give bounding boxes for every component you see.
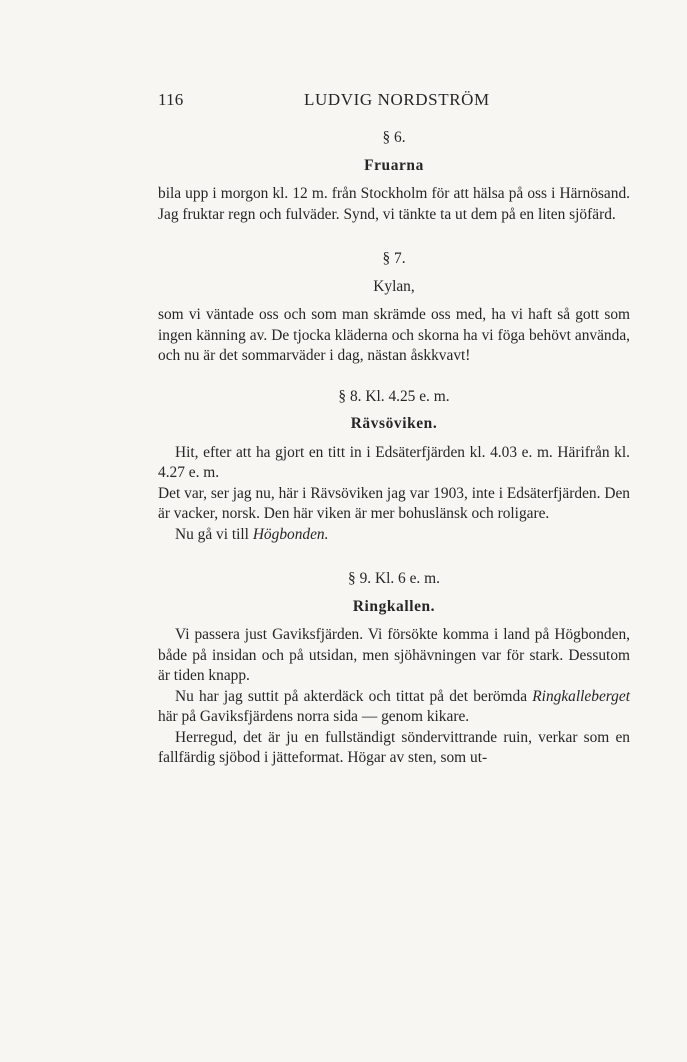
text-run: Nu gå vi till [175, 525, 253, 543]
paragraph: Det var, ser jag nu, här i Rävsöviken jag var 1903, inte i Edsäterfjärden. Den är vacker, norsk. Den här viken är mer bohuslänsk och roligare. [158, 484, 630, 522]
section-mark: § 7. [382, 250, 406, 267]
section-6 [158, 128, 630, 225]
paragraph: Hit, efter att ha gjort en titt in i Edsäterfjärden kl. 4.03 e. m. Härifrån kl. 4.27 e. m. [158, 443, 630, 481]
italic-title: Högbonden. [252, 525, 329, 543]
paragraph: som vi väntade oss och som man skrämde oss med, ha vi haft så gott som ingen känning av. De tjocka kläderna och skorna ha vi föga behövt använda, och nu är det sommarväder i dag, nästan åskkvavt! [158, 306, 630, 364]
section-mark: § 9. Kl. 6 e. m. [348, 570, 440, 587]
running-title: LUDVIG NORDSTRÖM [304, 90, 490, 109]
section-heading: Kylan, [373, 277, 415, 295]
paragraph: Vi passera just Gaviksfjärden. Vi försökte komma i land på Högbonden, både på insidan och på utsidan, men sjöhävningen var för stark. Dessutom är tiden knapp. [158, 626, 630, 684]
paragraph: bila upp i morgon kl. 12 m. från Stockholm för att hälsa på oss i Härnösand. Jag fruktar regn och fulväder. Synd, vi tänkte ta ut dem på en liten sjöfärd. [158, 185, 630, 223]
italic-name: Ringkalleberget [532, 687, 630, 705]
section-heading: Ringkallen. [352, 597, 436, 615]
section-8 [158, 387, 630, 546]
section-heading: Rävsöviken. [350, 415, 438, 432]
section-mark: § 6. [382, 129, 406, 146]
paragraph [158, 687, 630, 728]
page-body [158, 128, 630, 769]
section-7 [158, 249, 630, 367]
paragraph: Herregud, det är ju en fullständigt söndervittrande ruin, verkar som en fallfärdig sjöbod i jätteformat. Högar av sten, som ut- [158, 728, 630, 766]
page-number: 116 [158, 90, 184, 109]
text-run: Nu har jag suttit på akterdäck och tittat på det berömda [175, 687, 533, 705]
section-heading: Fruarna [364, 156, 424, 174]
section-9 [158, 569, 630, 769]
text-run: här på Gaviksfjärdens norra sida — genom kikare. [158, 708, 470, 725]
section-mark: § 8. Kl. 4.25 e. m. [338, 387, 450, 405]
paragraph [158, 525, 630, 546]
